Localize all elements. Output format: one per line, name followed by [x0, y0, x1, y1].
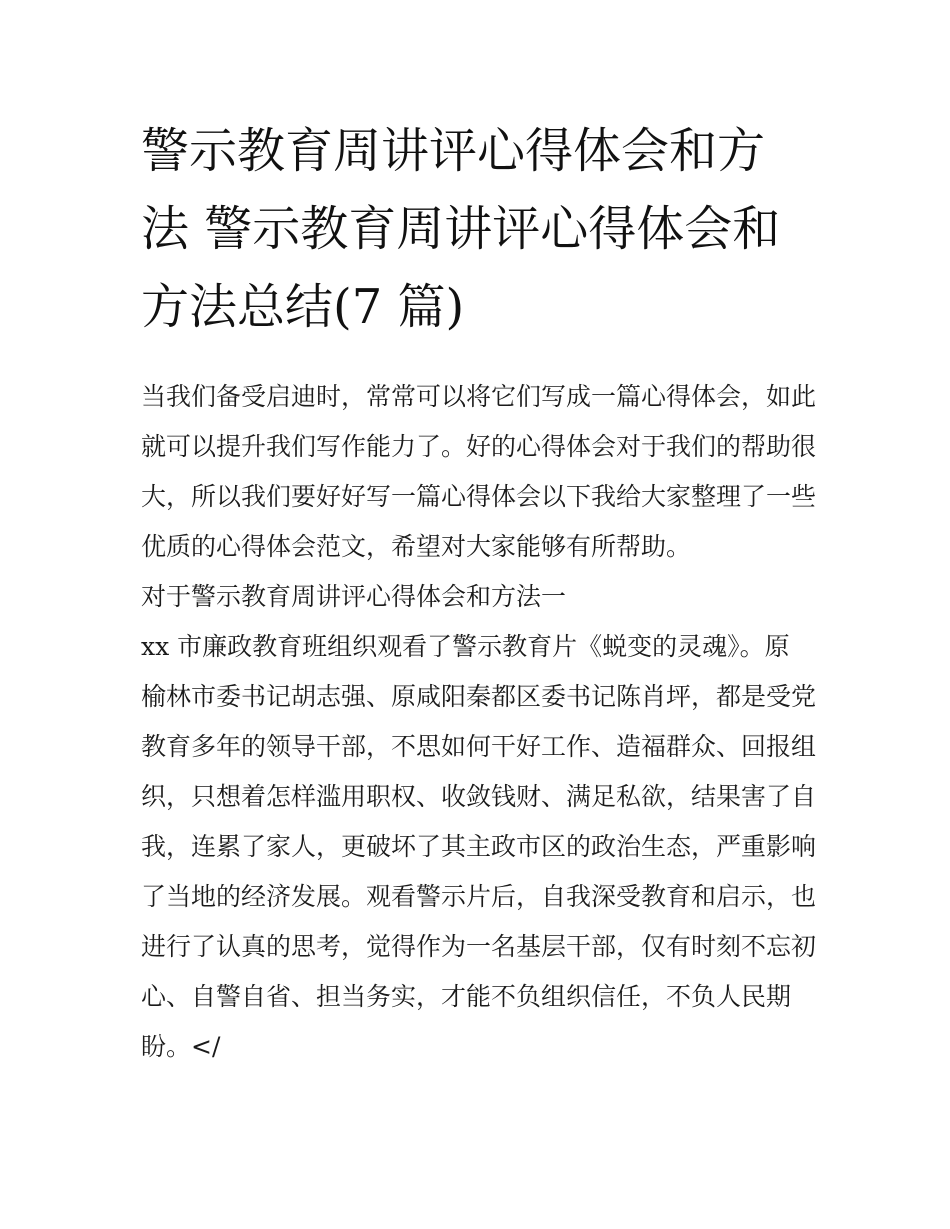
section-line-2: 榆林市委书记胡志强、原咸阳秦都区委书记陈肖坪，都是受党 — [141, 682, 817, 711]
section-line-1: xx 市廉政教育班组织观看了警示教育片《蜕变的灵魂》。原 — [141, 632, 790, 661]
section-heading: 对于警示教育周讲评心得体会和方法一 — [141, 582, 567, 611]
title-line-2: 法 警示教育周讲评心得体会和 — [141, 201, 781, 257]
document-page — [141, 112, 817, 1072]
section-line-8: 心、自警自省、担当务实，才能不负组织信任，不负人民期 — [141, 982, 792, 1011]
document-title — [141, 112, 813, 346]
intro-line-2: 就可以提升我们写作能力了。好的心得体会对于我们的帮助很 — [141, 432, 817, 461]
title-line-1: 警示教育周讲评心得体会和方 — [141, 123, 766, 179]
intro-line-3: 大，所以我们要好好写一篇心得体会以下我给大家整理了一些 — [141, 482, 817, 511]
intro-line-1: 当我们备受启迪时，常常可以将它们写成一篇心得体会，如此 — [141, 382, 817, 411]
intro-line-4: 优质的心得体会范文，希望对大家能够有所帮助。 — [141, 532, 692, 561]
section-line-3: 教育多年的领导干部，不思如何干好工作、造福群众、回报组 — [141, 732, 817, 761]
intro-paragraph — [141, 372, 817, 1072]
section-line-7: 进行了认真的思考，觉得作为一名基层干部，仅有时刻不忘初 — [141, 932, 817, 961]
title-line-3: 方法总结(7 篇) — [141, 279, 465, 335]
section-line-4: 织，只想着怎样滥用职权、收敛钱财、满足私欲，结果害了自 — [141, 782, 817, 811]
section-line-9: 盼。</ — [141, 1032, 221, 1061]
section-line-6: 了当地的经济发展。观看警示片后，自我深受教育和启示，也 — [141, 882, 817, 911]
section-line-5: 我，连累了家人，更破坏了其主政市区的政治生态，严重影响 — [141, 832, 817, 861]
